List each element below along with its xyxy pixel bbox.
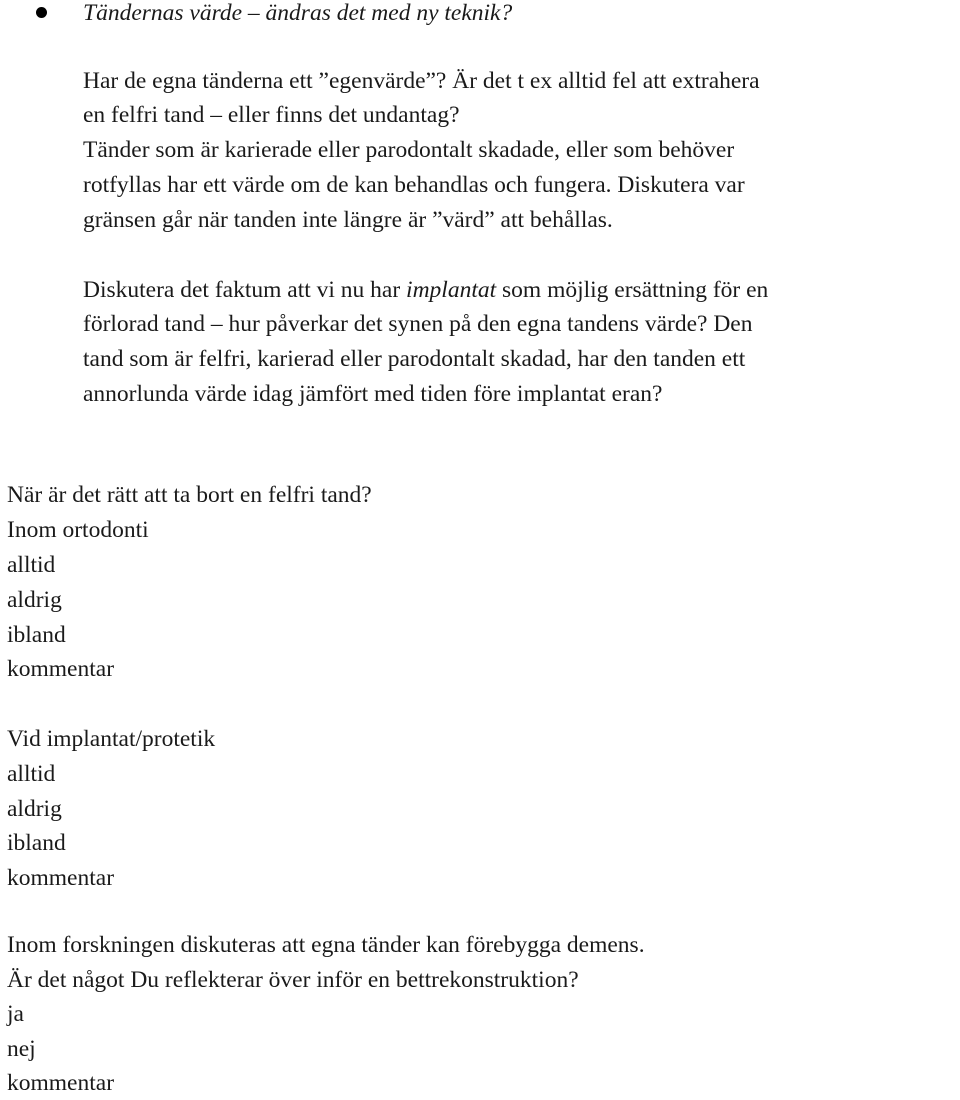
answer-option-kommentar: kommentar (7, 1070, 115, 1096)
paragraph-line: förlorad tand – hur påverkar det synen på den egna tandens värde? Den (83, 311, 753, 337)
paragraph-line: tand som är felfri, karierad eller parodontalt skadad, har den tanden ett (83, 346, 746, 372)
section-heading: Tändernas värde – ändras det med ny teknik? (83, 0, 513, 26)
answer-option-alltid: alltid (7, 761, 56, 787)
paragraph-line: gränsen går när tanden inte längre är ”värd” att behållas. (83, 207, 613, 233)
answer-option-aldrig: aldrig (7, 796, 62, 822)
answer-option-kommentar: kommentar (7, 656, 115, 682)
answer-option-alltid: alltid (7, 552, 56, 578)
subsection-title: Inom ortodonti (7, 517, 149, 543)
answer-option-aldrig: aldrig (7, 587, 62, 613)
text-segment: som möjlig ersättning för en (496, 277, 769, 303)
question-text: Inom forskningen diskuteras att egna tänder kan förebygga demens. (7, 932, 645, 958)
answer-option-nej: nej (7, 1036, 36, 1062)
paragraph-line (83, 273, 768, 307)
answer-option-ja: ja (7, 1001, 24, 1027)
paragraph-line: en felfri tand – eller finns det undantag? (83, 102, 460, 128)
question-text: När är det rätt att ta bort en felfri tand? (7, 482, 372, 508)
question-text: Är det något Du reflekterar över inför en bettrekonstruktion? (7, 967, 579, 993)
paragraph-line: Tänder som är karierade eller parodontalt skadade, eller som behöver (83, 137, 735, 163)
text-segment: Diskutera det faktum att vi nu har (83, 277, 407, 303)
paragraph-line: annorlunda värde idag jämfört med tiden före implantat eran? (83, 381, 663, 407)
paragraph-line: rotfyllas har ett värde om de kan behandlas och fungera. Diskutera var (83, 172, 745, 198)
answer-option-kommentar: kommentar (7, 865, 115, 891)
paragraph-line: Har de egna tänderna ett ”egenvärde”? Är det t ex alltid fel att extrahera (83, 68, 760, 94)
answer-option-ibland: ibland (7, 830, 66, 856)
emphasis-text: implantat (406, 277, 497, 303)
subsection-title: Vid implantat/protetik (7, 726, 216, 752)
bullet-icon (36, 7, 47, 18)
answer-option-ibland: ibland (7, 622, 66, 648)
